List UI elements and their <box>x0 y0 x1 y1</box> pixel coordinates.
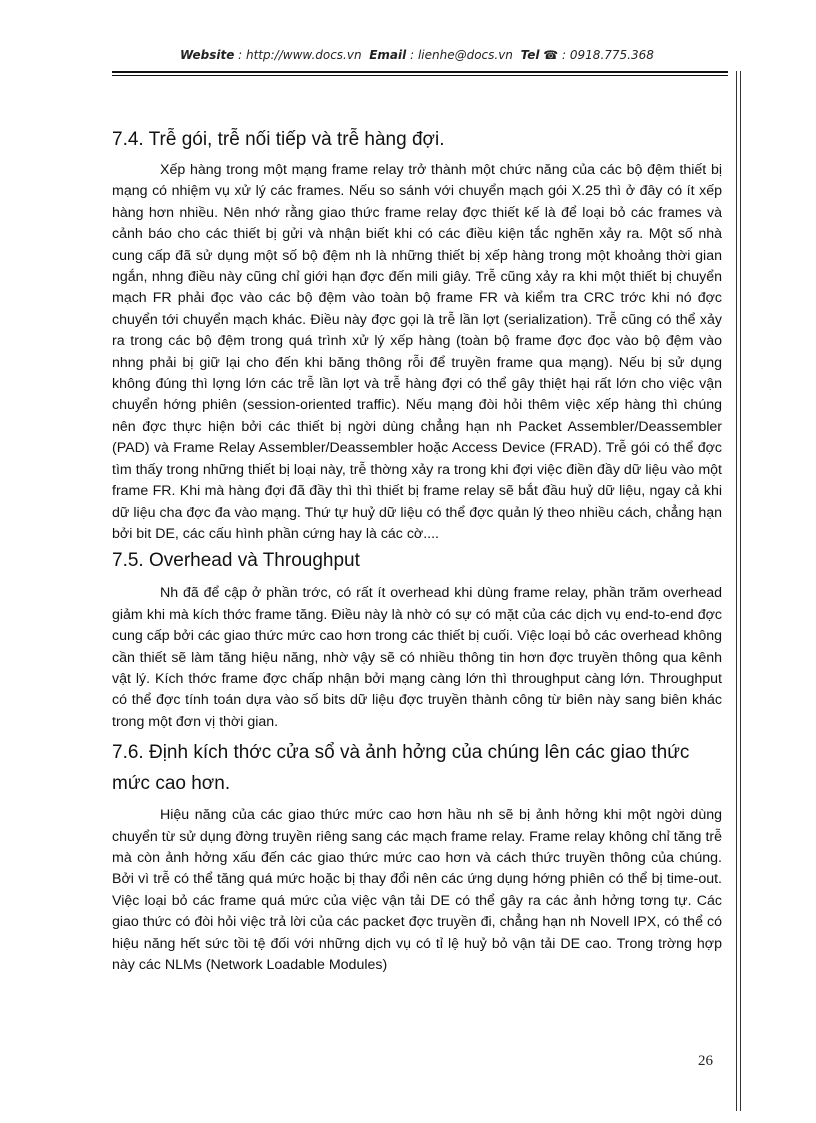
page-header <box>180 48 700 70</box>
header-rule-thick <box>112 71 728 73</box>
email-separator: : <box>406 48 418 62</box>
tel-label: Tel <box>520 48 540 62</box>
website-label: Website <box>180 48 235 62</box>
email-label: Email <box>369 48 407 62</box>
section-title-7-4: 7.4. Trễ gói, trễ nối tiếp và trễ hàng đợi. <box>112 129 445 150</box>
website-url[interactable]: http://www.docs.vn <box>246 48 362 62</box>
section-title-7-6: 7.6. Định kích thớc cửa sổ và ảnh hởng của chúng lên các giao thức mức cao hơn. <box>112 742 690 795</box>
section-7-6-paragraph: Hiệu năng của các giao thức mức cao hơn hầu nh sẽ bị ảnh hởng khi một ngời dùng chuyển từ sử dụng đờng truyền riêng sang các mạch frame relay. Frame relay không chỉ tăng trễ mà còn ảnh hởng xấu đến các giao thức mức cao hơn và cách thức truyền thông của chúng. Bởi vì trễ có thể tăng quá mức hoặc bị thay đổi nên các ứng dụng hớng phiên có thể bị time-out. Việc loại bỏ các frame quá mức của việc vận tải DE có thể gây ra các ảnh hởng tơng tự. Các giao thức có đòi hỏi việc trả lời của các packet đợc truyền đi, chẳng hạn nh Novell IPX, có thể có hiệu năng hết sức tồi tệ đối với những dịch vụ có tỉ lệ huỷ bỏ vận tải DE cao. Trong trờng hợp này các NLMs (Network Loadable Modules) <box>112 807 722 973</box>
section-title-7-5: 7.5. Overhead và Throughput <box>112 550 360 572</box>
email-address[interactable]: lienhe@docs.vn <box>417 48 513 62</box>
right-margin-line-2 <box>740 71 741 1111</box>
phone-icon: ☎ <box>543 48 559 62</box>
website-separator: : <box>234 48 246 62</box>
tel-number: : 0918.775.368 <box>558 48 654 62</box>
header-rule-thin <box>112 75 728 76</box>
page-content <box>112 118 722 976</box>
page-number: 26 <box>698 1053 713 1069</box>
right-margin-line <box>736 71 737 1111</box>
section-7-5-paragraph: Nh đã để cập ở phần trớc, có rất ít overhead khi dùng frame relay, phần trăm overhead giảm khi mà kích thớc frame tăng. Điều này là nhờ có sự có mặt của các dịch vụ end-to-end đợc cung cấp bởi các giao thức mức cao hơn trong các thiết bị cuối. Việc loại bỏ các overhead không cần thiết sẽ làm tăng hiệu năng, nhờ vậy sẽ có nhiều thông tin hơn đợc truyền thông qua kênh vật lý. Kích thớc frame đợc chấp nhận bởi mạng càng lớn thì throughput càng lớn. Throughput có thể đợc tính toán dựa vào số bits dữ liệu đợc truyền thành công từ biên này sang biên khác trong một đơn vị thời gian. <box>112 585 722 730</box>
section-7-4-paragraph: Xếp hàng trong một mạng frame relay trở thành một chức năng của các bộ đệm thiết bị mạng có nhiệm vụ xử lý các frames. Nếu so sánh với chuyển mạch gói X.25 thì ở đây có ít xếp hàng hơn nhiều. Nên nhớ rằng giao thức frame relay đợc thiết kế là để loại bỏ các frames và cảnh báo cho các thiết bị gửi và nhận biết khi có các điều kiện tắc nghẽn xảy ra. Một số nhà cung cấp đã sử dụng một số bộ đệm nh là những thiết bị xếp hàng trong một khoảng thời gian ngắn, nhng điều này cũng chỉ giới hạn đợc đến mili giây. Trễ cũng xảy ra khi một thiết bị chuyển mạch FR phải đọc vào các bộ đệm vào toàn bộ frame FR và kiểm tra CRC trớc khi nó đợc chuyển tới chuyển mạch khác. Điều này đợc gọi là trễ lần lợt (serialization). Trễ cũng có thể xảy ra trong các bộ đệm trong quá trình xử lý xếp hàng (toàn bộ frame đợc đọc vào bộ đệm vào nhng phải bị giữ lại cho đến khi băng thông rỗi để truyền frame qua mạng). Nếu bị sử dụng không đúng thì lợng lớn các trễ lần lợt và trễ hàng đợi có thể gây thiệt hại rất lớn cho việc vận chuyển hớng phiên (session-oriented traffic). Nếu mạng đòi hỏi thêm việc xếp hàng thì chúng nên đợc thực hiện bởi các thiết bị ngời dùng chẳng hạn nh Packet Assembler/Deassembler (PAD) và Frame Relay Assembler/Deassembler hoặc Access Device (FRAD). Trễ gói có thể đợc tìm thấy trong những thiết bị loại này, trễ thờng xảy ra trong khi đợi việc điền đầy dữ liệu vào một frame FR. Khi mà hàng đợi đã đầy thì thì thiết bị frame relay sẽ bắt đầu huỷ dữ liệu, ngay cả khi dữ liệu cha đợc đa vào mạng. Thứ tự huỷ dữ liệu có thể đợc quản lý theo nhiều cách, chẳng hạn bởi bit DE, các cấu hình phần cứng hay là các cờ.... <box>112 162 722 542</box>
